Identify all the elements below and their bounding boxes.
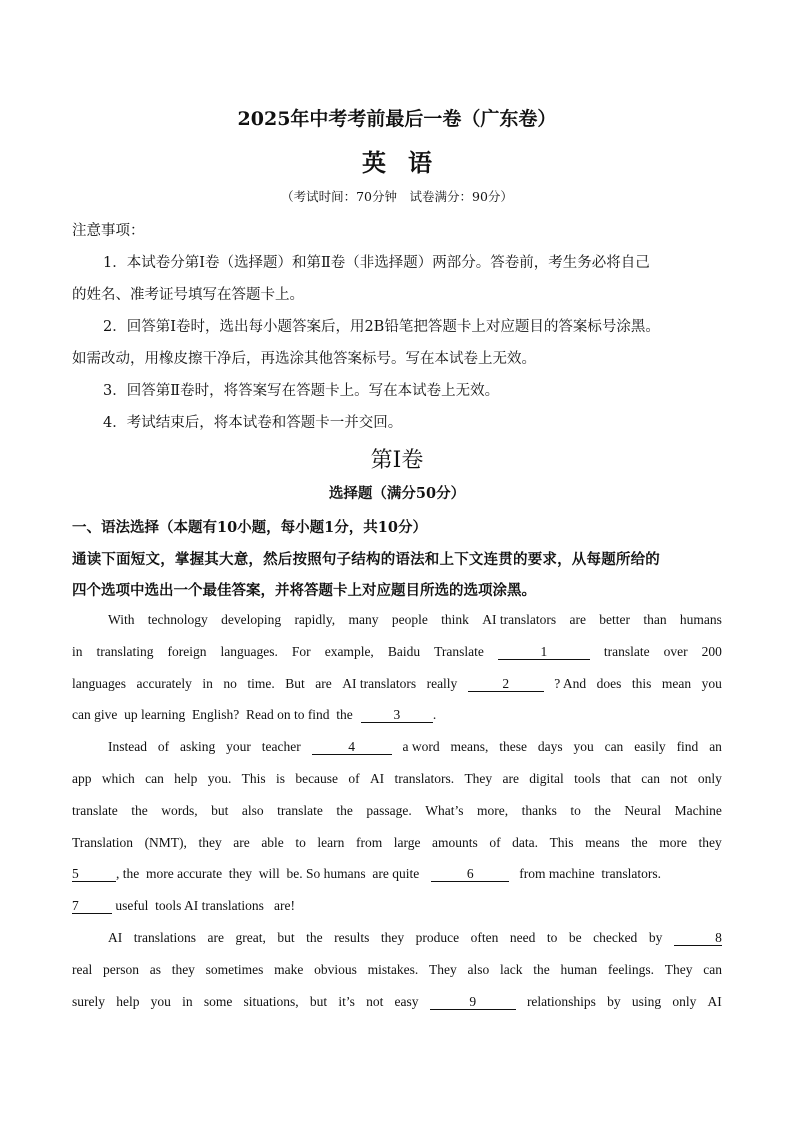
answer-blank-9[interactable]: 9 <box>430 994 516 1010</box>
passage-word: Instead <box>108 739 147 754</box>
notice-item: 4．考试结束后，将本试卷和答题卡一并交回。 <box>103 415 403 431</box>
passage-word: translate <box>277 803 323 818</box>
passage-word: This <box>241 771 266 786</box>
passage-word: useful tools AI translations are! <box>112 898 295 913</box>
passage-word: by <box>607 994 621 1009</box>
passage-word: lack <box>499 962 523 977</box>
part-title: 一、语法选择（本题有10小题，每小题1分，共10分） <box>72 519 427 536</box>
passage-word: app <box>72 771 92 786</box>
passage-word: translators. <box>394 771 455 786</box>
passage-word: you <box>150 994 171 1009</box>
passage-word: need <box>509 930 536 945</box>
passage-word: relationships <box>526 994 596 1009</box>
notice-heading: 注意事项： <box>72 223 145 239</box>
passage-word: you <box>701 676 722 691</box>
passage-word: you <box>573 739 594 754</box>
passage-word: find <box>676 739 699 754</box>
passage-word: obvious <box>314 962 357 977</box>
passage-word: tools <box>574 771 601 786</box>
passage-line <box>72 866 722 882</box>
passage-word: passage. <box>366 803 412 818</box>
passage-word: people <box>391 612 428 627</box>
spacer <box>509 866 519 882</box>
notice-item: 1．本试卷分第Ⅰ卷（选择题）和第Ⅱ卷（非选择题）两部分。答卷前，考生务必将自己 <box>103 255 650 271</box>
passage-word: means <box>585 835 620 850</box>
passage-word: translations <box>133 930 196 945</box>
passage-word: your <box>226 739 251 754</box>
passage-word: that <box>610 771 631 786</box>
passage-line <box>72 835 722 851</box>
passage-word: Baidu <box>387 644 421 659</box>
passage-word: What’s <box>425 803 464 818</box>
passage-word: in <box>182 994 193 1009</box>
passage-word: to <box>295 835 306 850</box>
passage-word: of <box>348 771 360 786</box>
passage-word: many <box>348 612 379 627</box>
spacer <box>353 707 361 723</box>
passage-line <box>72 994 722 1010</box>
passage-word: asking <box>179 739 216 754</box>
passage-word: more <box>659 835 687 850</box>
subject-title: 英语 <box>362 148 454 177</box>
passage-word: are <box>207 930 224 945</box>
passage-word: think <box>441 612 469 627</box>
passage-word: more, <box>476 803 509 818</box>
passage-word: the <box>336 803 353 818</box>
passage-word: can <box>641 771 660 786</box>
passage-word: languages. <box>220 644 278 659</box>
passage-word: large <box>393 835 421 850</box>
passage-word: be <box>568 930 582 945</box>
passage-word: of <box>157 739 170 754</box>
passage-word: feelings. <box>607 962 655 977</box>
section-title: 选择题（满分50分） <box>328 485 466 502</box>
passage-word: some <box>203 994 233 1009</box>
passage-word: Translate <box>434 644 484 659</box>
passage-word: digital <box>529 771 564 786</box>
answer-blank-7[interactable]: 7 <box>72 898 112 914</box>
passage-word: person <box>102 962 139 977</box>
passage-word: translating <box>96 644 154 659</box>
passage-word: only <box>697 771 722 786</box>
passage-word: example, <box>324 644 374 659</box>
passage-word: 200 <box>701 644 722 659</box>
passage-word: Machine <box>674 803 722 818</box>
passage-word: checked <box>593 930 638 945</box>
passage-word: to <box>570 803 581 818</box>
passage-word: only <box>672 994 697 1009</box>
passage-word: this <box>631 676 652 691</box>
exam-info: （考试时间：70分钟 试卷满分：90分） <box>281 189 513 204</box>
notice-item: 的姓名、准考证号填写在答题卡上。 <box>72 287 304 303</box>
passage-word: the <box>533 962 550 977</box>
answer-blank-1[interactable]: 1 <box>498 644 590 660</box>
passage-word: easily <box>634 739 666 754</box>
passage-word: Neural <box>624 803 662 818</box>
answer-blank-3[interactable]: 3 <box>361 707 433 723</box>
passage-word: which <box>101 771 135 786</box>
passage-word: to <box>546 930 558 945</box>
passage-word: sometimes <box>205 962 264 977</box>
passage-word: able <box>261 835 284 850</box>
passage-word: can <box>604 739 624 754</box>
passage-word: these <box>499 739 527 754</box>
passage-word: words, <box>161 803 198 818</box>
answer-blank-4[interactable]: 4 <box>312 739 392 755</box>
passage-word: no <box>223 676 237 691</box>
passage-word: human <box>560 962 598 977</box>
passage-line <box>72 676 722 692</box>
passage-word: than <box>643 612 667 627</box>
passage-word: can give up learning English? Read on to find the <box>72 707 353 722</box>
passage-word: translate <box>603 644 650 659</box>
passage-line <box>108 739 722 755</box>
passage-word: help <box>116 994 140 1009</box>
passage-word: mistakes. <box>367 962 419 977</box>
passage-line <box>72 707 722 723</box>
exam-title: 2025年中考考前最后一卷（广东卷） <box>237 108 557 130</box>
passage-word: they <box>198 835 222 850</box>
passage-word: can <box>703 962 722 977</box>
passage-word: results <box>334 930 370 945</box>
passage-word: are <box>569 612 586 627</box>
passage-word: from machine translators. <box>519 866 661 881</box>
instruction-line: 通读下面短文，掌握其大意，然后按照句子结构的语法和上下文连贯的要求，从每题所给的 <box>72 551 660 568</box>
passage-word: they <box>171 962 195 977</box>
passage-word: they <box>380 930 405 945</box>
passage-word: can <box>145 771 164 786</box>
passage-word: the <box>131 803 148 818</box>
notice-item: 3．回答第Ⅱ卷时，将答案写在答题卡上。写在本试卷上无效。 <box>103 383 500 399</box>
passage-word: This <box>549 835 574 850</box>
passage-word: foreign <box>167 644 207 659</box>
passage-word: it’s <box>338 994 355 1009</box>
passage-word: in <box>72 644 83 659</box>
passage-word: surely <box>72 994 105 1009</box>
passage-word: AI <box>108 930 123 945</box>
passage-word: means, <box>450 739 489 754</box>
passage-word: are <box>315 676 332 691</box>
passage-word: does <box>596 676 622 691</box>
passage-word: a word <box>402 739 440 754</box>
passage-word: over <box>663 644 688 659</box>
passage-line <box>72 771 722 787</box>
passage-word: data. <box>512 835 539 850</box>
passage-word: ? And <box>554 676 587 691</box>
passage-word: often <box>470 930 499 945</box>
passage-word: AI <box>707 994 722 1009</box>
volume-title: 第Ⅰ卷 <box>370 448 424 473</box>
passage-word: accurately <box>136 676 192 691</box>
passage-word: really <box>426 676 458 691</box>
passage-line <box>72 644 722 660</box>
passage-word: not <box>670 771 688 786</box>
passage-word: as <box>149 962 161 977</box>
passage-word: from <box>355 835 383 850</box>
passage-word: time. <box>247 676 275 691</box>
passage-word: AI translators <box>342 676 417 691</box>
passage-word: real <box>72 962 93 977</box>
passage-word: help <box>174 771 198 786</box>
passage-word: developing <box>221 612 282 627</box>
passage-word: With <box>108 612 135 627</box>
passage-word: rapidly, <box>294 612 336 627</box>
passage-word: learn <box>317 835 345 850</box>
instruction-line: 四个选项中选出一个最佳答案，并将答题卡上对应题目所选的选项涂黑。 <box>72 582 536 599</box>
passage-word: (NMT), <box>144 835 187 850</box>
spacer <box>419 866 431 882</box>
notice-item: 如需改动，用橡皮擦干净后，再选涂其他答案标号。写在本试卷上无效。 <box>72 351 536 367</box>
passage-word: teacher <box>261 739 301 754</box>
passage-word: languages <box>72 676 126 691</box>
passage-word: the <box>631 835 648 850</box>
passage-word: are <box>502 771 519 786</box>
passage-word: They <box>429 962 457 977</box>
answer-blank-2[interactable]: 2 <box>468 676 544 692</box>
passage-word: For <box>291 644 311 659</box>
passage-word: make <box>274 962 304 977</box>
passage-word: produce <box>415 930 460 945</box>
passage-word: are <box>233 835 250 850</box>
passage-word: in <box>202 676 213 691</box>
passage-word: also <box>241 803 264 818</box>
passage-word: also <box>467 962 490 977</box>
passage-word: easy <box>394 994 419 1009</box>
passage-word: AI <box>369 771 385 786</box>
passage-word: thanks <box>521 803 557 818</box>
passage-word: amounts <box>432 835 478 850</box>
passage-word: because <box>295 771 339 786</box>
passage-word: of <box>489 835 501 850</box>
passage-word: you. <box>207 771 232 786</box>
passage-word: is <box>276 771 286 786</box>
passage-word: but <box>309 994 328 1009</box>
passage-word: not <box>366 994 384 1009</box>
passage-word: better <box>599 612 630 627</box>
passage-word: They <box>464 771 493 786</box>
passage-word: technology <box>147 612 208 627</box>
passage-line <box>72 803 722 819</box>
passage-word: Translation <box>72 835 134 850</box>
passage-word: the <box>594 803 611 818</box>
passage-word: humans <box>679 612 722 627</box>
passage-line <box>72 962 722 978</box>
passage-word: But <box>285 676 305 691</box>
answer-blank-5[interactable]: 5 <box>72 866 116 882</box>
passage-word: They <box>664 962 693 977</box>
passage-word: but <box>211 803 229 818</box>
passage-word: an <box>709 739 722 754</box>
answer-blank-6[interactable]: 6 <box>431 866 509 882</box>
passage-word: AI translators <box>482 612 557 627</box>
passage-line <box>108 612 722 628</box>
passage-line <box>72 898 722 914</box>
passage-word: they <box>698 835 722 850</box>
passage-word: great, <box>235 930 266 945</box>
passage-word: by <box>648 930 663 945</box>
passage-line <box>108 930 722 946</box>
notice-item: 2．回答第Ⅰ卷时，选出每小题答案后，用2B铅笔把答题卡上对应题目的答案标号涂黑。 <box>103 319 660 335</box>
answer-blank-8[interactable]: 8 <box>674 930 722 946</box>
passage-word: the <box>306 930 323 945</box>
passage-word: mean <box>661 676 692 691</box>
passage-word: , the more accurate they will be. So humans are quite <box>116 866 420 881</box>
passage-word: situations, <box>243 994 299 1009</box>
passage-word: translate <box>72 803 118 818</box>
passage-word: but <box>277 930 295 945</box>
passage-word: using <box>631 994 662 1009</box>
passage-word: days <box>537 739 563 754</box>
passage-word: . <box>432 707 437 722</box>
